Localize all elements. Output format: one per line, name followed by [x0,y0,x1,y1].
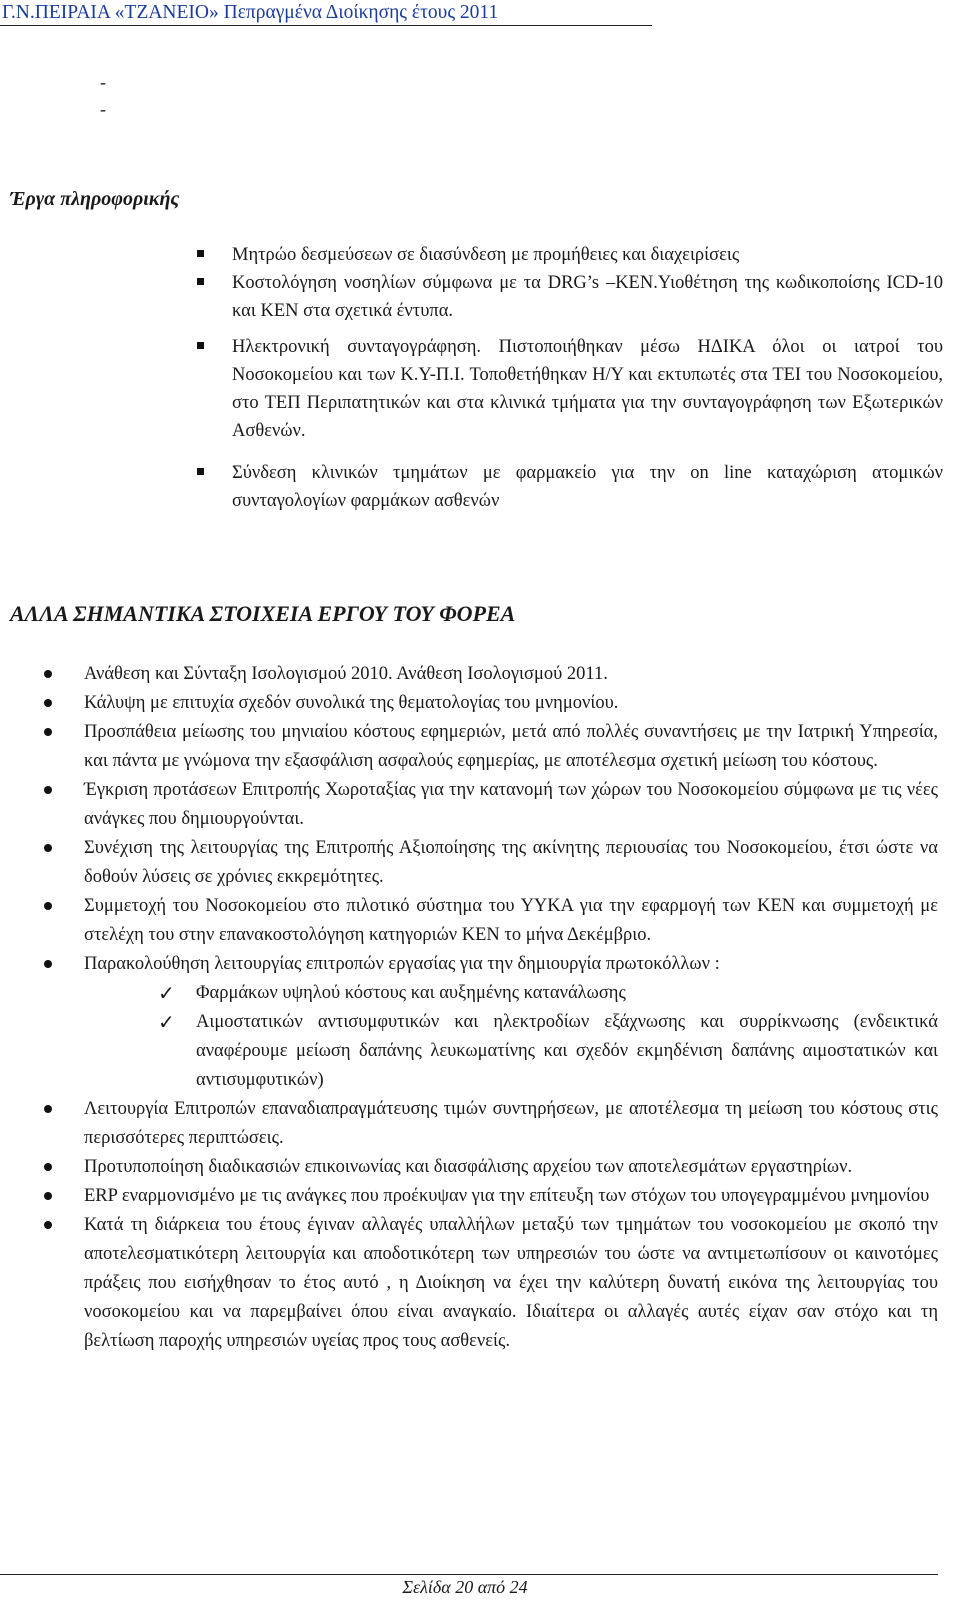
list-item: ERP εναρμονισμένο με τις ανάγκες που προέκυψαν για την επίτευξη των στόχων του υπογεγραμμένου μνημονίου [42,1182,938,1211]
footer-divider [0,1574,938,1575]
round-bullet-icon [44,1105,52,1113]
round-bullet-icon [44,699,52,707]
square-bullet-icon [197,250,204,257]
other-items-list [42,660,938,1356]
round-bullet-icon [44,844,52,852]
round-bullet-icon [44,1163,52,1171]
check-icon: ✓ [158,1010,175,1034]
page-number: Σελίδα 20 από 24 [402,1577,528,1597]
list-item: Κάλυψη με επιτυχία σχεδόν συνολικά της θεματολογίας του μνημονίου. [42,689,938,718]
list-item: Συνέχιση της λειτουργίας της Επιτροπής Αξιοποίησης της ακίνητης περιουσίας του Νοσοκομείου, έτσι ώστε να δοθούν λύσεις σε χρόνιες εκκρεμότητες. [42,834,938,892]
square-bullet-icon [197,342,204,349]
dash-marker: - [100,72,106,92]
list-item: Μητρώο δεσμεύσεων σε διασύνδεση με προμήθειες και διαχειρίσεις [195,241,943,269]
other-section-heading: ΑΛΛΑ ΣΗΜΑΝΤΙΚΑ ΣΤΟΙΧΕΙΑ ΕΡΓΟΥ ΤΟΥ ΦΟΡΕΑ [10,601,516,626]
square-bullet-icon [197,278,204,285]
protocols-list [84,979,938,1095]
list-item: Έγκριση προτάσεων Επιτροπής Χωροταξίας για την κατανομή των χώρων του Νοσοκομείου σύμφωνα με τις νέες ανάγκες που δημιουργούνται. [42,776,938,834]
list-item: Προσπάθεια μείωσης του μηνιαίου κόστους εφημεριών, μετά από πολλές συναντήσεις με την Ιατρική Υπηρεσία, και πάντα με γνώμονα την εξασφάλιση ασφαλούς εφημερίας, με αποτέλεσμα σχετική μείωση του κόστους. [42,718,938,776]
list-item: ✓ Φαρμάκων υψηλού κόστους και αυξημένης κατανάλωσης [154,979,938,1008]
square-bullet-icon [197,468,204,475]
round-bullet-icon [44,1192,52,1200]
list-item: Προτυποποίηση διαδικασιών επικοινωνίας και διασφάλισης αρχείου των αποτελεσμάτων εργαστηρίων. [42,1153,938,1182]
list-item: Λειτουργία Επιτροπών επαναδιαπραγμάτευσης τιμών συντηρήσεων, με αποτέλεσμα τη μείωση του κόστους στις περισσότερες περιπτώσεις. [42,1095,938,1153]
header-title: Γ.Ν.ΠΕΙΡΑΙΑ «ΤΖΑΝΕΙΟ» Πεπραγμένα Διοίκησης έτους 2011 [2,2,499,23]
round-bullet-icon [44,786,52,794]
list-item: Κοστολόγηση νοσηλίων σύμφωνα με τα DRG’s –ΚΕΝ.Υιοθέτηση της κωδικοποίσης ICD-10 και ΚΕΝ στα σχετικά έντυπα. [195,269,943,325]
round-bullet-icon [44,902,52,910]
page-header [0,0,652,26]
round-bullet-icon [44,960,52,968]
list-item: Ηλεκτρονική συνταγογράφηση. Πιστοποιήθηκαν μέσω ΗΔΙΚΑ όλοι οι ιατροί του Νοσοκομείου και των Κ.Υ-Π.Ι. Τοποθετήθηκαν Η/Υ και εκτυπωτές στα ΤΕΙ του Νοσοκομείου, στο ΤΕΠ Περιπατητικών και στα κλινικά τμήματα για την συνταγογράφηση των Εξωτερικών Ασθενών. [195,333,943,445]
round-bullet-icon [44,670,52,678]
round-bullet-icon [44,728,52,736]
list-item: Σύνδεση κλινικών τμημάτων με φαρμακείο για την on line καταχώριση ατομικών συνταγολογίων φαρμάκων ασθενών [195,459,943,515]
dash-marker: - [100,99,106,119]
list-item: Παρακολούθηση λειτουργίας επιτροπών εργασίας για την δημιουργία πρωτοκόλλων : ✓ Φαρμάκων υψηλού κόστους και αυξημένης κατανάλωσης ✓ Αιμοστατικών αντισυμφυτικών και ηλεκτροδίων εξάχνωσης και συρρίκνωσης (ενδεικτικά αναφέρουμε μείωση δαπάνης λευκωματίνης και σχεδόν εκμηδένιση δαπάνης αιμοστατικών και αντισυμφυτικών) [42,950,938,1095]
list-item: Ανάθεση και Σύνταξη Ισολογισμού 2010. Ανάθεση Ισολογισμού 2011. [42,660,938,689]
it-projects-list [195,241,943,515]
list-item: Συμμετοχή του Νοσοκομείου στο πιλοτικό σύστημα του ΥΥΚΑ για την εφαρμογή των ΚΕΝ και συμμετοχή με στελέχη του στην επανακοστολόγηση κατηγοριών ΚΕΝ το μήνα Δεκέμβριο. [42,892,938,950]
list-item: ✓ Αιμοστατικών αντισυμφυτικών και ηλεκτροδίων εξάχνωσης και συρρίκνωσης (ενδεικτικά αναφέρουμε μείωση δαπάνης λευκωματίνης και σχεδόν εκμηδένιση δαπάνης αιμοστατικών και αντισυμφυτικών) [158,1010,938,1090]
round-bullet-icon [44,1221,52,1229]
it-section-heading: Έργα πληροφορικής [10,188,180,210]
list-item: Κατά τη διάρκεια του έτους έγιναν αλλαγές υπαλλήλων μεταξύ των τμημάτων του νοσοκομείου με σκοπό την αποτελεσματικότερη λειτουργία και αποδοτικότερη των υπηρεσιών του ώστε να αντιμετωπίσουν οι καινοτόμες πράξεις που εισήχθησαν το έτος αυτό , η Διοίκηση να έχει την καλύτερη δυνατή εικόνα της λειτουργίας του νοσοκομείου και να παρεμβαίνει όπου είναι αναγκαίο. Ιδιαίτερα οι αλλαγές αυτές είχαν σαν στόχο και τη βελτίωση παροχής υπηρεσιών υγείας προς τους ασθενείς. [42,1211,938,1356]
check-icon: ✓ [158,981,175,1005]
